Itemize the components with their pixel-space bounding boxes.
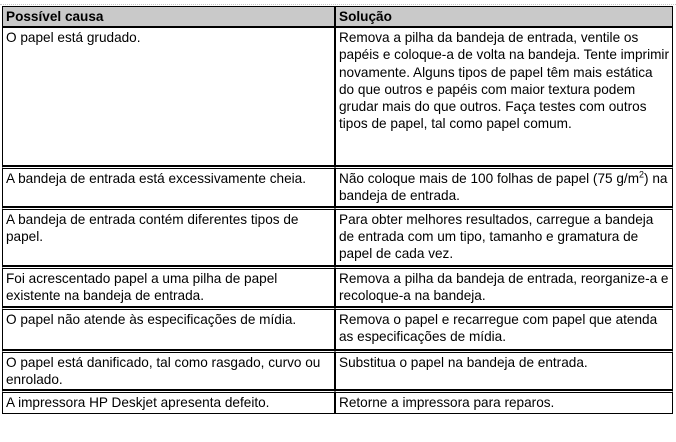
table-row xyxy=(2,27,673,166)
cause-text: A bandeja de entrada está excessivamente cheia. xyxy=(6,171,307,187)
solution-text: Remova a pilha da bandeja de entrada, ventile os papéis e coloque-a de volta na bandeja. Tente imprimir novamente. Alguns tipos de papel têm mais estática do que outros e papéis com maior textura podem grudar mais do que outros. Faça testes com outros tipos de papel, tal como papel comum. xyxy=(339,30,669,132)
solution-text-post: ) na bandeja de entrada. xyxy=(339,171,668,204)
table-row xyxy=(2,166,673,206)
solution-cell xyxy=(335,166,673,206)
cause-cell xyxy=(2,266,335,307)
solution-text: Remova a pilha da bandeja de entrada, reorganize-a e recoloque-a na bandeja. xyxy=(339,270,669,303)
column-header-possible-cause: Possível causa xyxy=(2,6,335,27)
cause-text: O papel não atende às especificações de mídia. xyxy=(6,311,297,327)
table-row xyxy=(2,207,673,266)
solution-text: Substitua o papel na bandeja de entrada. xyxy=(339,354,588,370)
solution-text: Retorne a impressora para reparos. xyxy=(339,395,555,411)
solution-cell xyxy=(335,307,673,350)
cause-cell xyxy=(2,207,335,266)
solution-cell xyxy=(335,27,673,166)
cause-cell xyxy=(2,27,335,166)
table-row xyxy=(2,307,673,350)
solution-text: Para obter melhores resultados, carregue a bandeja de entrada com um tipo, tamanho e gramatura de papel de cada vez. xyxy=(339,211,654,262)
cause-cell xyxy=(2,390,335,414)
cause-text: Foi acrescentado papel a uma pilha de papel existente na bandeja de entrada. xyxy=(6,270,278,303)
troubleshooting-table xyxy=(2,6,673,414)
solution-cell xyxy=(335,350,673,390)
column-header-solution: Solução xyxy=(335,6,673,27)
solution-cell xyxy=(335,207,673,266)
table-row xyxy=(2,350,673,390)
cause-text: O papel está danificado, tal como rasgado, curvo ou enrolado. xyxy=(6,354,321,387)
solution-text xyxy=(339,170,669,204)
unit-exponent: 2 xyxy=(639,169,645,180)
top-dotted-rule xyxy=(0,0,676,5)
solution-cell xyxy=(335,390,673,414)
table-row xyxy=(2,266,673,307)
solution-cell xyxy=(335,266,673,307)
cause-text: A bandeja de entrada contém diferentes tipos de papel. xyxy=(6,211,299,244)
cause-cell xyxy=(2,350,335,390)
cause-cell xyxy=(2,307,335,350)
cause-text: O papel está grudado. xyxy=(6,30,141,46)
solution-text: Remova o papel e recarregue com papel que atenda as especificações de mídia. xyxy=(339,311,658,344)
cause-text: A impressora HP Deskjet apresenta defeito. xyxy=(6,395,270,411)
table-row xyxy=(2,390,673,414)
table-header-row xyxy=(2,6,673,27)
solution-text-pre: Não coloque mais de 100 folhas de papel (75 g/m xyxy=(339,171,640,187)
cause-cell xyxy=(2,166,335,206)
